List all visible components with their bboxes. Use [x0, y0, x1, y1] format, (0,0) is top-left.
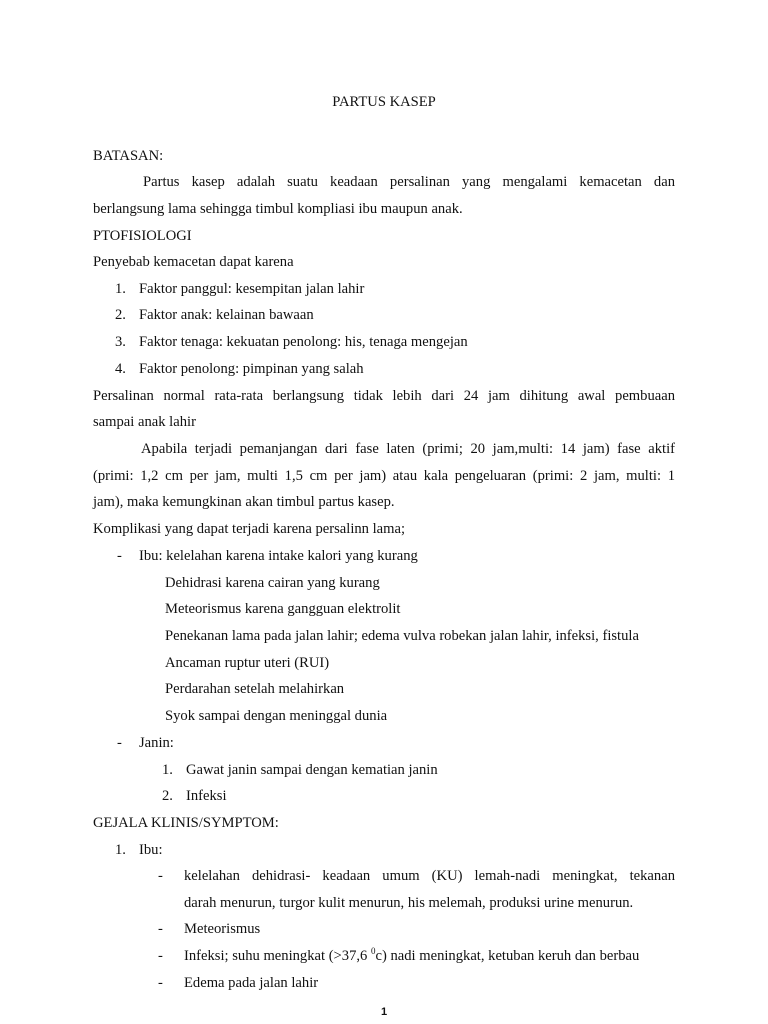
penyebab-num-1: 1. — [115, 281, 126, 297]
ibu-item-6: Syok sampai dengan meninggal dunia — [165, 708, 388, 724]
apabila-line-3: jam), maka kemungkinan akan timbul partus kasep. — [93, 494, 395, 510]
penyebab-num-2: 2. — [115, 307, 126, 323]
gejala-dash-1: - — [158, 868, 163, 884]
gejala-item-1-line-1: kelelahan dehidrasi- keadaan umum (KU) lemah-nadi meningkat, tekanan — [184, 868, 675, 884]
penyebab-intro: Penyebab kemacetan dapat karena — [93, 254, 294, 270]
gejala-dash-4: - — [158, 975, 163, 991]
ibu-item-2: Meteorismus karena gangguan elektrolit — [165, 601, 401, 617]
ibu-item-3: Penekanan lama pada jalan lahir; edema vulva robekan jalan lahir, infeksi, fistula — [165, 628, 639, 644]
penyebab-item-3: Faktor tenaga: kekuatan penolong: his, tenaga mengejan — [139, 334, 468, 350]
ibu-item-1: Dehidrasi karena cairan yang kurang — [165, 575, 380, 591]
gejala-item-4: Edema pada jalan lahir — [184, 975, 319, 991]
janin-label: Janin: — [139, 735, 174, 751]
apabila-line-2: (primi: 1,2 cm per jam, multi 1,5 cm per jam) atau kala pengeluaran (primi: 2 jam, multi: 1 — [93, 468, 675, 484]
gejala-heading: GEJALA KLINIS/SYMPTOM: — [93, 815, 279, 831]
ibu-first-item: Ibu: kelelahan karena intake kalori yang kurang — [139, 548, 418, 564]
gejala-item-2: Meteorismus — [184, 921, 261, 937]
ibu-dash: - — [117, 548, 122, 564]
batasan-line-1: Partus kasep adalah suatu keadaan persalinan yang mengalami kemacetan dan — [143, 174, 675, 190]
komplikasi-intro: Komplikasi yang dapat terjadi karena persalinn lama; — [93, 521, 406, 537]
gejala-item-1-line-2: darah menurun, turgor kulit menurun, his melemah, produksi urine menurun. — [184, 895, 634, 911]
gejala-item-3 — [184, 947, 639, 965]
gejala-ibu-label: Ibu: — [139, 842, 163, 858]
janin-dash: - — [117, 735, 122, 751]
page-number: 1 — [380, 1006, 388, 1018]
penyebab-item-2: Faktor anak: kelainan bawaan — [139, 307, 314, 323]
penyebab-item-4: Faktor penolong: pimpinan yang salah — [139, 361, 364, 377]
degree-superscript: 0 — [370, 946, 376, 956]
penyebab-num-3: 3. — [115, 334, 126, 350]
gejala-item-3-pre: Infeksi; suhu meningkat (>37,6 — [184, 948, 371, 964]
janin-item-1: Gawat janin sampai dengan kematian janin — [186, 762, 438, 778]
batasan-line-2: berlangsung lama sehingga timbul kompliasi ibu maupun anak. — [93, 201, 463, 217]
ibu-item-4: Ancaman ruptur uteri (RUI) — [165, 655, 330, 671]
page-title: PARTUS KASEP — [332, 94, 436, 110]
gejala-ibu-num: 1. — [115, 842, 126, 858]
ptofisiologi-heading: PTOFISIOLOGI — [93, 228, 192, 244]
janin-item-2: Infeksi — [186, 788, 227, 804]
penyebab-item-1: Faktor panggul: kesempitan jalan lahir — [139, 281, 365, 297]
gejala-dash-2: - — [158, 921, 163, 937]
gejala-dash-3: - — [158, 948, 163, 964]
gejala-item-3-post: c) nadi meningkat, ketuban keruh dan berbau — [375, 948, 640, 964]
penyebab-num-4: 4. — [115, 361, 126, 377]
normal-line-1: Persalinan normal rata-rata berlangsung tidak lebih dari 24 jam dihitung awal pembuaan — [93, 388, 675, 404]
apabila-line-1: Apabila terjadi pemanjangan dari fase laten (primi; 20 jam,multi: 14 jam) fase aktif — [141, 441, 675, 457]
janin-num-1: 1. — [162, 762, 173, 778]
ibu-item-5: Perdarahan setelah melahirkan — [165, 681, 345, 697]
janin-num-2: 2. — [162, 788, 173, 804]
normal-line-2: sampai anak lahir — [93, 414, 196, 430]
batasan-heading: BATASAN: — [93, 148, 164, 164]
